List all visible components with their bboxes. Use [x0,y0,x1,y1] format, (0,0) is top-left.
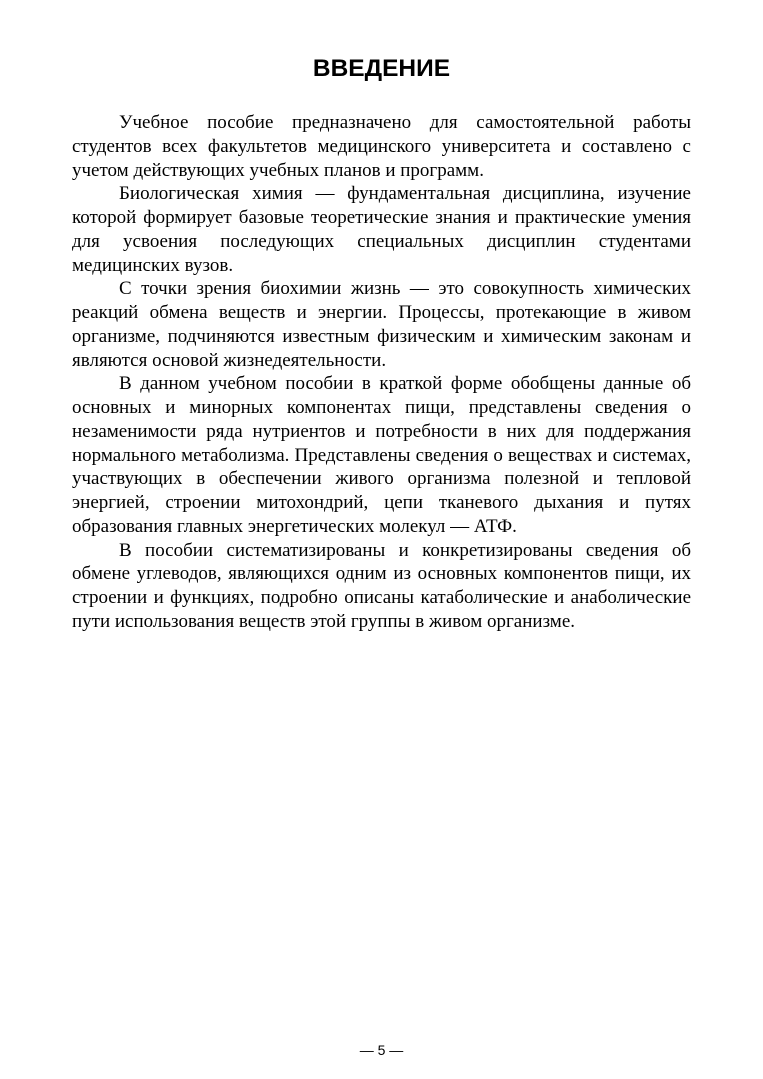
body-text [72,111,691,634]
page-number: — 5 — [359,1042,404,1058]
paragraph-nutrition: В данном учебном пособии в краткой форме обобщены данные об основных и минорных компонентах пищи, представлены сведения о незаменимости ряда нутриентов и потребности в них для поддержания нормального метаболизма. Представлены сведения о веществах и системах, участвующих в обеспечении живого организма полезной и тепловой энергией, строении митохондрий, цепи тканевого дыхания и путях образования главных энергетических молекул — АТФ. [72,373,691,537]
paragraph-intro: Учебное пособие предназначено для самостоятельной работы студентов всех факультетов медицинского университета и составлено с учетом действующих учебных планов и программ. [72,112,691,181]
paragraph-carbohydrates: В пособии систематизированы и конкретизированы сведения об обмене углеводов, являющихся одним из основных компонентов пищи, их строении и функциях, подробно описаны катаболические и анаболические пути использования веществ этой группы в живом организме. [72,539,691,632]
paragraph-life-definition: С точки зрения биохимии жизнь — это совокупность химических реакций обмена веществ и энергии. Процессы, протекающие в живом организме, подчиняются известным физическим и химическим законам и являются основой жизнедеятельности. [72,278,691,371]
document-page [72,0,691,1079]
paragraph-biochemistry: Биологическая химия — фундаментальная дисциплина, изучение которой формирует базовые теоретические знания и практические умения для усвоения последующих специальных дисциплин студентами медицинских вузов. [72,183,691,276]
page-title: ВВЕДЕНИЕ [312,55,451,82]
